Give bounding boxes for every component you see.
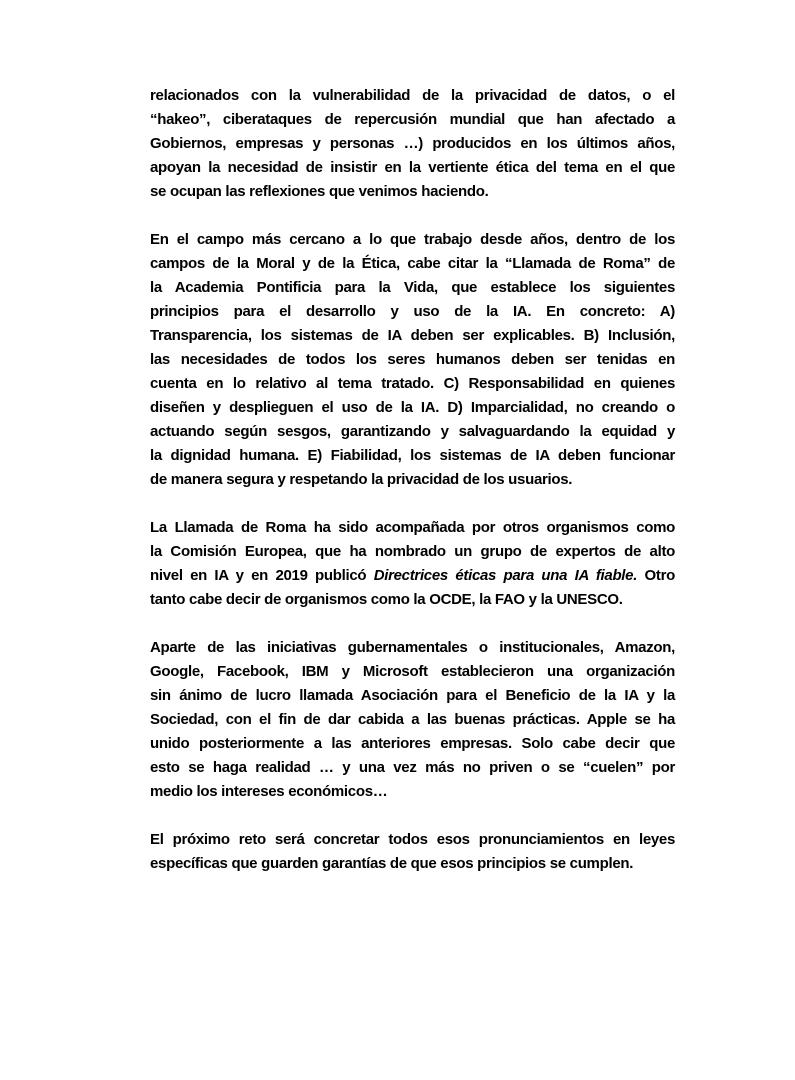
text-line: unido posteriormente a las anteriores empresas. Solo cabe decir que — [150, 735, 675, 752]
text-line: las necesidades de todos los seres humanos deben ser tenidas en — [150, 351, 675, 368]
text-line: Gobiernos, empresas y personas …) producidos en los últimos años, — [150, 135, 675, 152]
text-segment: nivel en IA y en 2019 publicó — [150, 567, 374, 584]
text-segment: Otro — [637, 567, 675, 584]
text-line: medio los intereses económicos… — [150, 783, 388, 800]
paragraph-privacidad-datos — [150, 84, 675, 204]
paragraph-llamada-de-roma-principios — [150, 228, 675, 492]
text-line: Sociedad, con el fin de dar cabida a las buenas prácticas. Apple se ha — [150, 711, 675, 728]
text-line — [150, 564, 675, 588]
text-line: Google, Facebook, IBM y Microsoft establecieron una organización — [150, 663, 675, 680]
text-line: El próximo reto será concretar todos esos pronunciamientos en leyes — [150, 831, 675, 848]
text-line: la dignidad humana. E) Fiabilidad, los sistemas de IA deben funcionar — [150, 447, 675, 464]
work-title-italic: Directrices éticas para una IA fiable. — [373, 567, 638, 584]
text-line: relacionados con la vulnerabilidad de la privacidad de datos, o el — [150, 87, 675, 104]
text-line: campos de la Moral y de la Ética, cabe citar la “Llamada de Roma” de — [150, 255, 675, 272]
text-line: cuenta en lo relativo al tema tratado. C) Responsabilidad en quienes — [150, 375, 675, 392]
text-line: sin ánimo de lucro llamada Asociación para el Beneficio de la IA y la — [150, 687, 675, 704]
text-line: tanto cabe decir de organismos como la OCDE, la FAO y la UNESCO. — [150, 591, 623, 608]
text-line: apoyan la necesidad de insistir en la vertiente ética del tema en el que — [150, 159, 675, 176]
text-line: de manera segura y respetando la privacidad de los usuarios. — [150, 471, 573, 488]
text-line: específicas que guarden garantías de que esos principios se cumplen. — [150, 855, 634, 872]
text-line: la Comisión Europea, que ha nombrado un grupo de expertos de alto — [150, 543, 675, 560]
paragraph-organismos — [150, 516, 675, 612]
paragraph-iniciativas-empresas — [150, 636, 675, 804]
text-column — [150, 84, 675, 900]
text-line: Aparte de las iniciativas gubernamentales o institucionales, Amazon, — [150, 639, 675, 656]
paragraph-proximo-reto — [150, 828, 675, 876]
text-line: “hakeo”, ciberataques de repercusión mundial que han afectado a — [150, 111, 675, 128]
text-line: se ocupan las reflexiones que venimos haciendo. — [150, 183, 489, 200]
text-line: actuando según sesgos, garantizando y salvaguardando la equidad y — [150, 423, 675, 440]
text-line: La Llamada de Roma ha sido acompañada por otros organismos como — [150, 519, 675, 536]
text-line: En el campo más cercano a lo que trabajo desde años, dentro de los — [150, 231, 675, 248]
text-line: principios para el desarrollo y uso de la IA. En concreto: A) — [150, 303, 675, 320]
text-line: Transparencia, los sistemas de IA deben ser explicables. B) Inclusión, — [150, 327, 675, 344]
text-line: esto se haga realidad … y una vez más no priven o se “cuelen” por — [150, 759, 675, 776]
text-line: la Academia Pontificia para la Vida, que establece los siguientes — [150, 279, 675, 296]
text-line: diseñen y desplieguen el uso de la IA. D) Imparcialidad, no creando o — [150, 399, 675, 416]
